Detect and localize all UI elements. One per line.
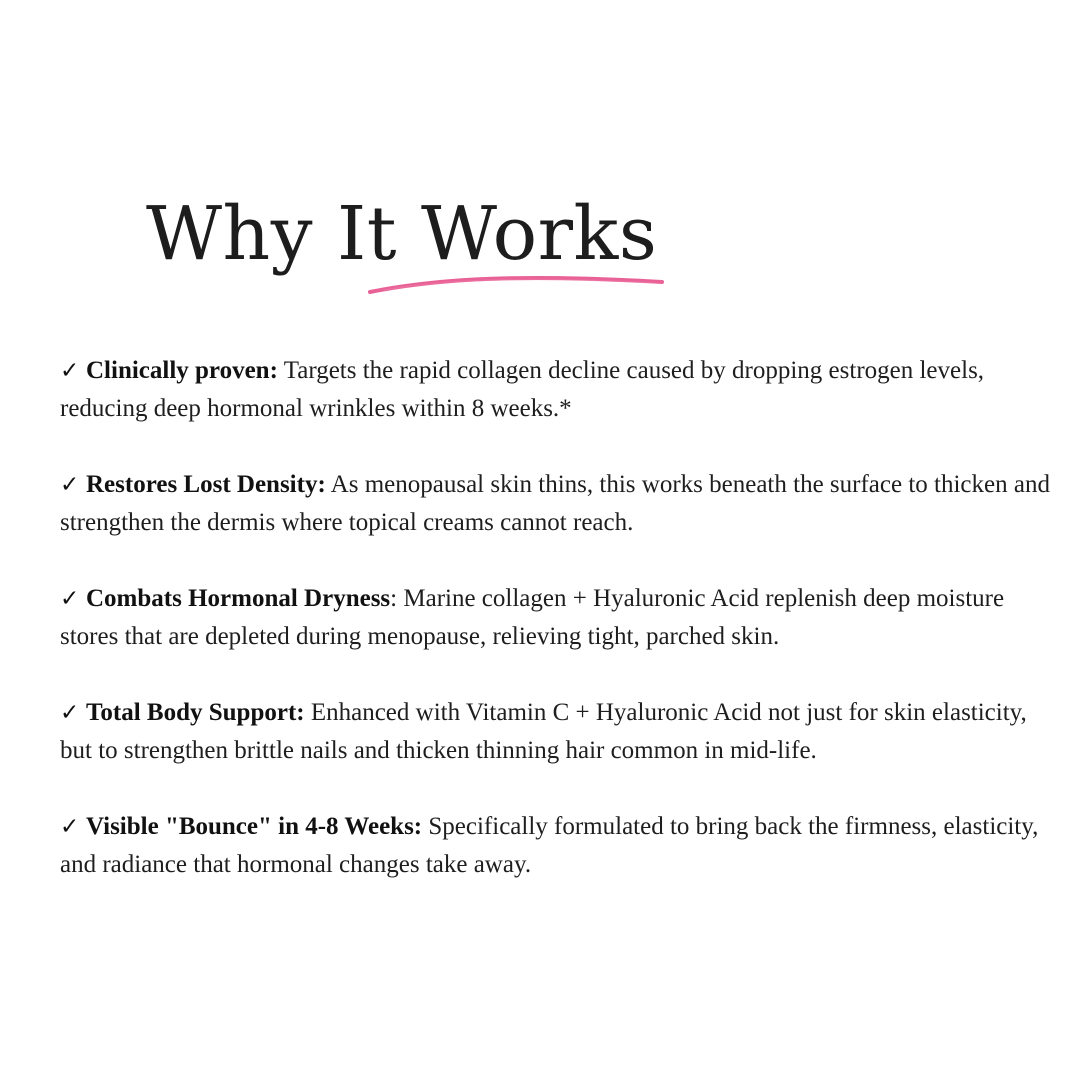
check-icon: ✓ [60, 358, 80, 384]
benefit-title: Total Body Support: [86, 699, 305, 726]
benefit-item-visible-bounce [60, 808, 1060, 884]
benefit-text: Enhanced with Vitamin C + Hyaluronic Acid not just for skin elasticity, but to strengthen brittle nails and thicken thinning hair common in mid-life. [60, 699, 1027, 764]
check-icon: ✓ [60, 472, 80, 498]
benefit-title: Visible "Bounce" in 4-8 Weeks: [86, 813, 423, 840]
benefit-title: Restores Lost Density: [86, 471, 326, 498]
benefit-title: Combats Hormonal Dryness [86, 585, 391, 612]
page-title: Why It Works [146, 191, 658, 277]
check-icon: ✓ [60, 700, 80, 726]
benefit-text: Specifically formulated to bring back the firmness, elasticity, and radiance that hormonal changes take away. [60, 813, 1039, 878]
benefit-item-total-body-support [60, 694, 1060, 770]
check-icon: ✓ [60, 814, 80, 840]
benefit-title: Clinically proven: [86, 357, 278, 384]
benefit-text: Targets the rapid collagen decline caused by dropping estrogen levels, reducing deep hormonal wrinkles within 8 weeks.* [60, 357, 985, 422]
benefits-list [60, 352, 1060, 922]
benefit-item-clinically-proven [60, 352, 1060, 428]
benefit-item-restores-lost-density [60, 466, 1060, 542]
benefit-text: : Marine collagen + Hyaluronic Acid replenish deep moisture stores that are depleted during menopause, relieving tight, parched skin. [60, 585, 1005, 650]
check-icon: ✓ [60, 586, 80, 612]
benefit-item-combats-hormonal-dryness [60, 580, 1060, 656]
title-underline [366, 270, 676, 300]
heading-section [146, 188, 706, 308]
benefit-text: As menopausal skin thins, this works beneath the surface to thicken and strengthen the dermis where topical creams cannot reach. [60, 471, 1050, 536]
